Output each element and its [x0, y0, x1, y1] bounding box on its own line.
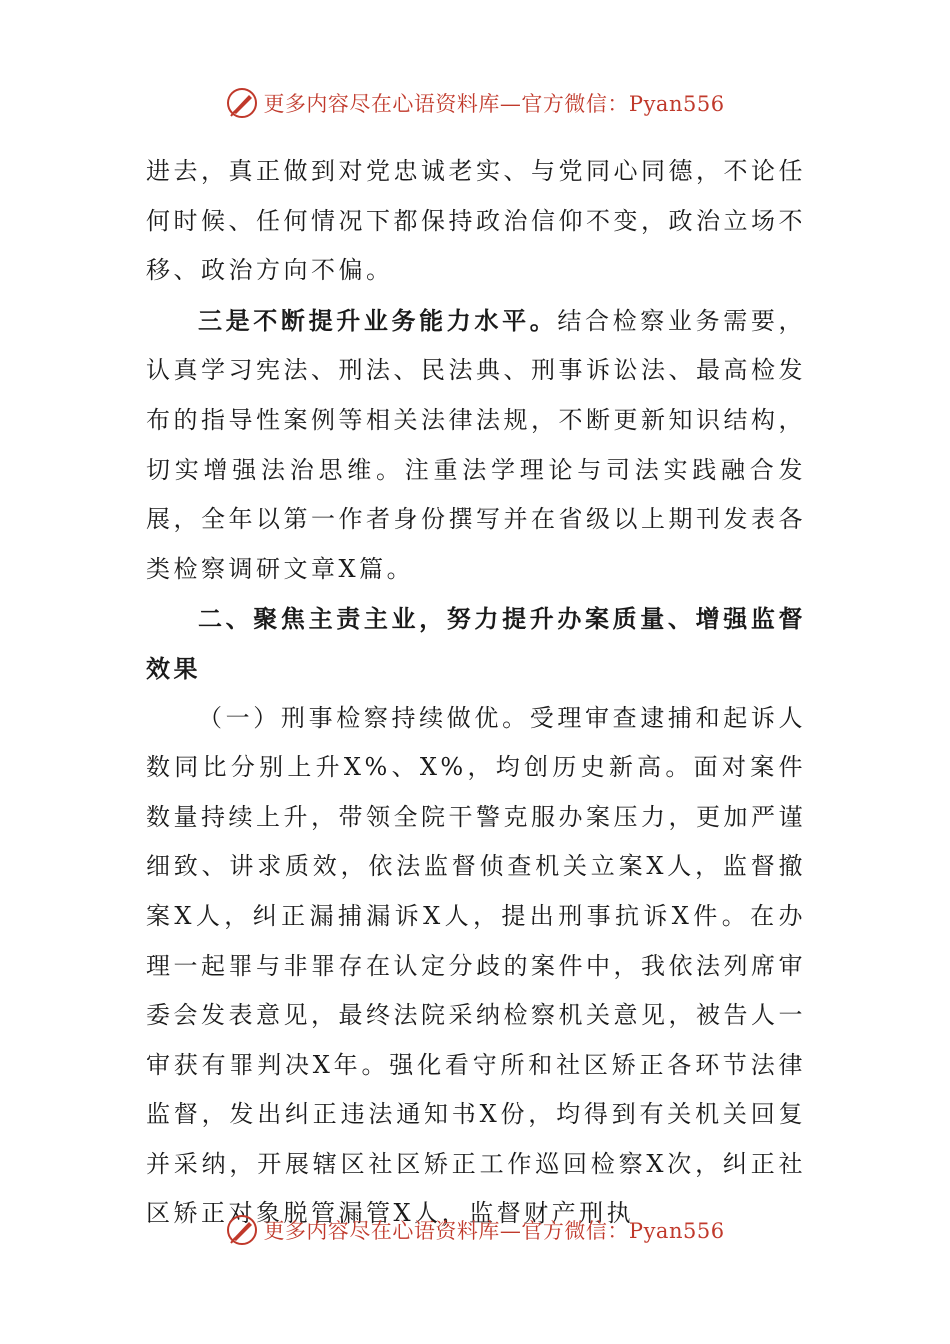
header-watermark [0, 83, 950, 123]
quill-pen-icon [225, 86, 259, 120]
footer-watermark-text: 更多内容尽在心语资料库—官方微信：Pyan556 [263, 1219, 725, 1243]
section-heading: 二、聚焦主责主业，努力提升办案质量、增强监督效果 [146, 604, 806, 683]
paragraph-2 [146, 296, 806, 595]
paragraph-3: （一）刑事检察持续做优。受理审查逮捕和起诉人数同比分别上升X%、X%，均创历史新高。面对案件数量持续上升，带领全院干警克服办案压力，更加严谨细致、讲求质效，依法监督侦查机关立案X人，监督撤案X人，纠正漏捕漏诉X人，提出刑事抗诉X件。在办理一起罪与非罪存在认定分歧的案件中，我依法列席审委会发表意见，最终法院采纳检察机关意见，被告人一审获有罪判决X年。强化看守所和社区矫正各环节法律监督，发出纠正违法通知书X份，均得到有关机关回复并采纳，开展辖区社区矫正工作巡回检察X次，纠正社区矫正对象脱管漏管X人，监督财产刑执 [146, 703, 806, 1228]
quill-pen-icon [225, 1213, 259, 1247]
paragraph-1: 进去，真正做到对党忠诚老实、与党同心同德，不论任何时候、任何情况下都保持政治信仰不变，政治立场不移、政治方向不偏。 [146, 157, 806, 285]
header-watermark-text: 更多内容尽在心语资料库—官方微信：Pyan556 [263, 92, 725, 116]
paragraph-2-heading: 三是不断提升业务能力水平。 [198, 305, 558, 335]
footer-watermark [0, 1210, 950, 1250]
paragraph-2-text: 结合检察业务需要，认真学习宪法、刑法、民法典、刑事诉讼法、最高检发布的指导性案例等相关法律法规，不断更新知识结构，切实增强法治思维。注重法学理论与司法实践融合发展，全年以第一作者身份撰写并在省级以上期刊发表各类检察调研文章X篇。 [146, 306, 807, 583]
document-body [146, 147, 806, 1239]
